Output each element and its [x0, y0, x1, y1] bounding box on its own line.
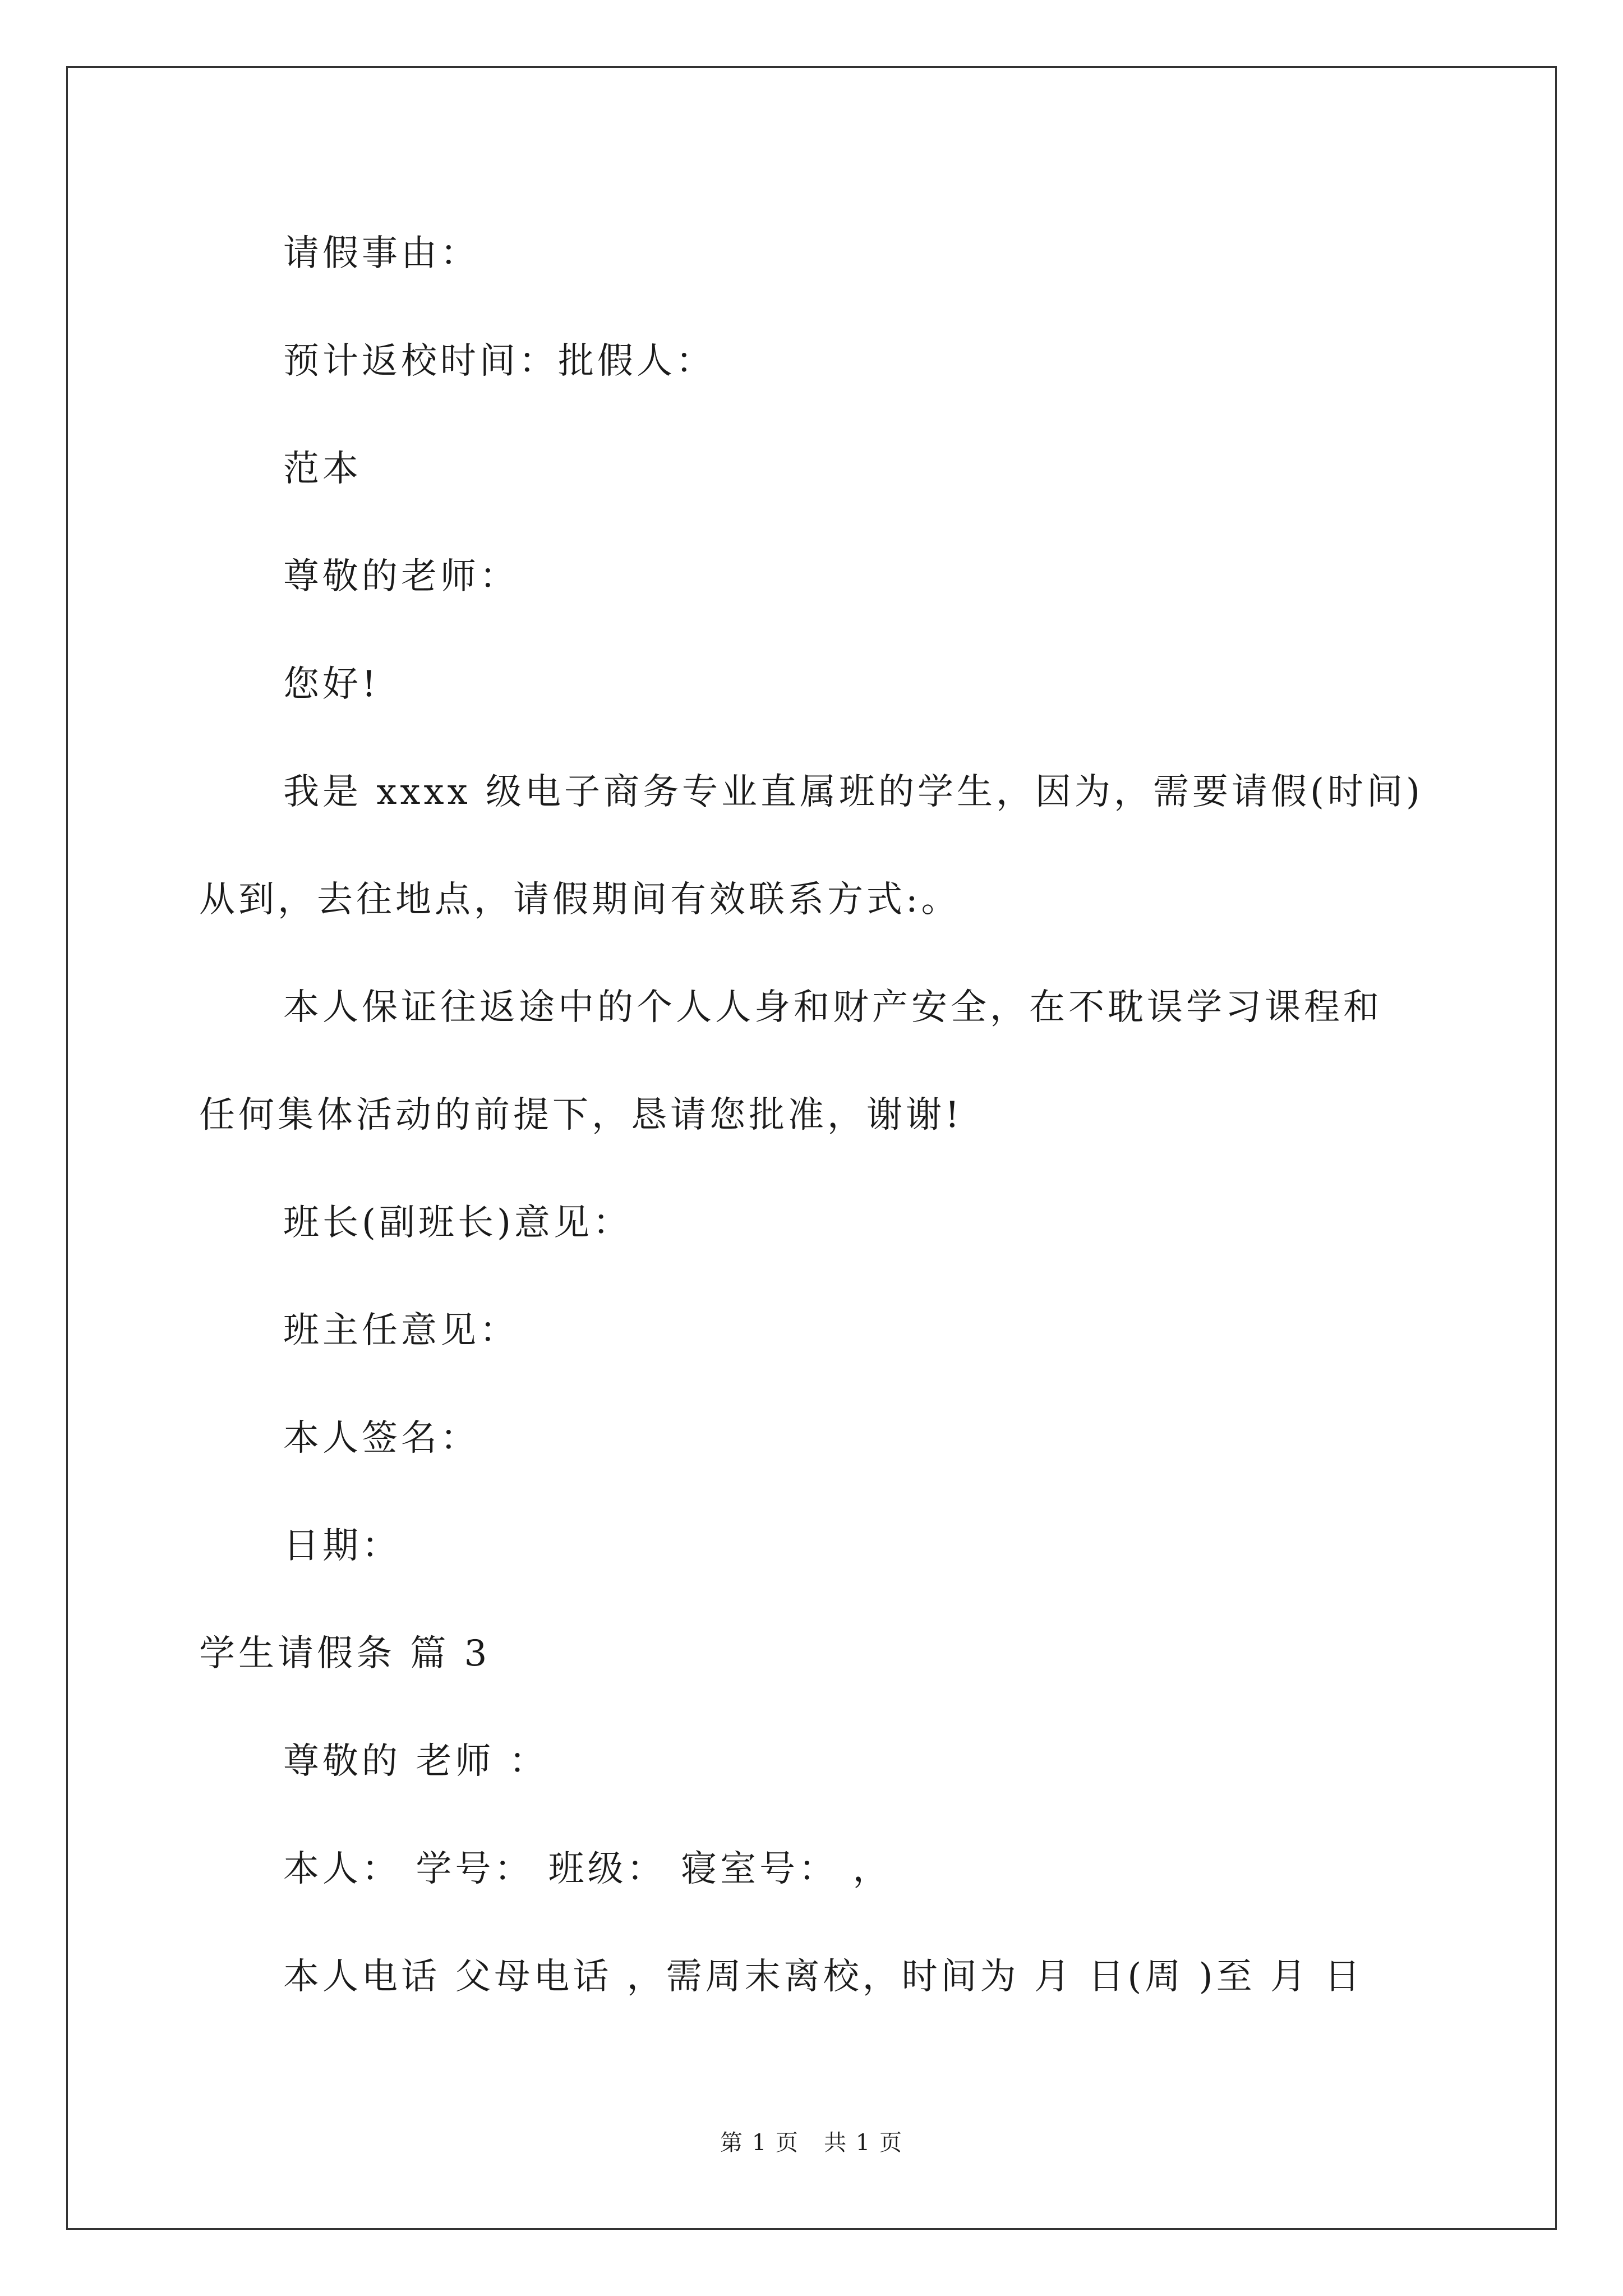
body-paragraph-1-line-1: 我是 xxxx 级电子商务专业直属班的学生，因为，需要请假(时间) [283, 771, 1423, 813]
salutation-line: 尊敬的老师： [283, 556, 519, 597]
monitor-opinion-line: 班长(副班长)意见： [283, 1202, 632, 1244]
leave-reason-line: 请假事由： [283, 233, 479, 274]
section-heading: 学生请假条 篇 3 [199, 1633, 491, 1674]
signature-line: 本人签名： [283, 1418, 479, 1459]
greeting-line: 您好! [283, 664, 380, 705]
body-paragraph-2-line-1: 本人保证往返途中的个人人身和财产安全，在不耽误学习课程和 [283, 987, 1382, 1028]
body-paragraph-1-line-2: 从到，去往地点，请假期间有效联系方式:。 [199, 879, 961, 921]
contact-info-line: 本人电话 父母电话 ，需周末离校，时间为 月 日(周 )至 月 日 [283, 1956, 1364, 1998]
salutation-line-2: 尊敬的 老师 ： [283, 1741, 548, 1782]
return-time-line: 预计返校时间：批假人： [283, 341, 715, 382]
teacher-opinion-line: 班主任意见： [283, 1310, 519, 1351]
body-paragraph-2-line-2: 任何集体活动的前提下，恳请您批准，谢谢! [199, 1094, 963, 1136]
page-border [66, 66, 1557, 2230]
student-info-line: 本人： 学号： 班级： 寝室号： ， [283, 1848, 892, 1890]
sample-heading: 范本 [283, 448, 362, 490]
date-line: 日期： [283, 1525, 401, 1567]
page-footer: 第 1 页 共 1 页 [720, 2130, 903, 2156]
